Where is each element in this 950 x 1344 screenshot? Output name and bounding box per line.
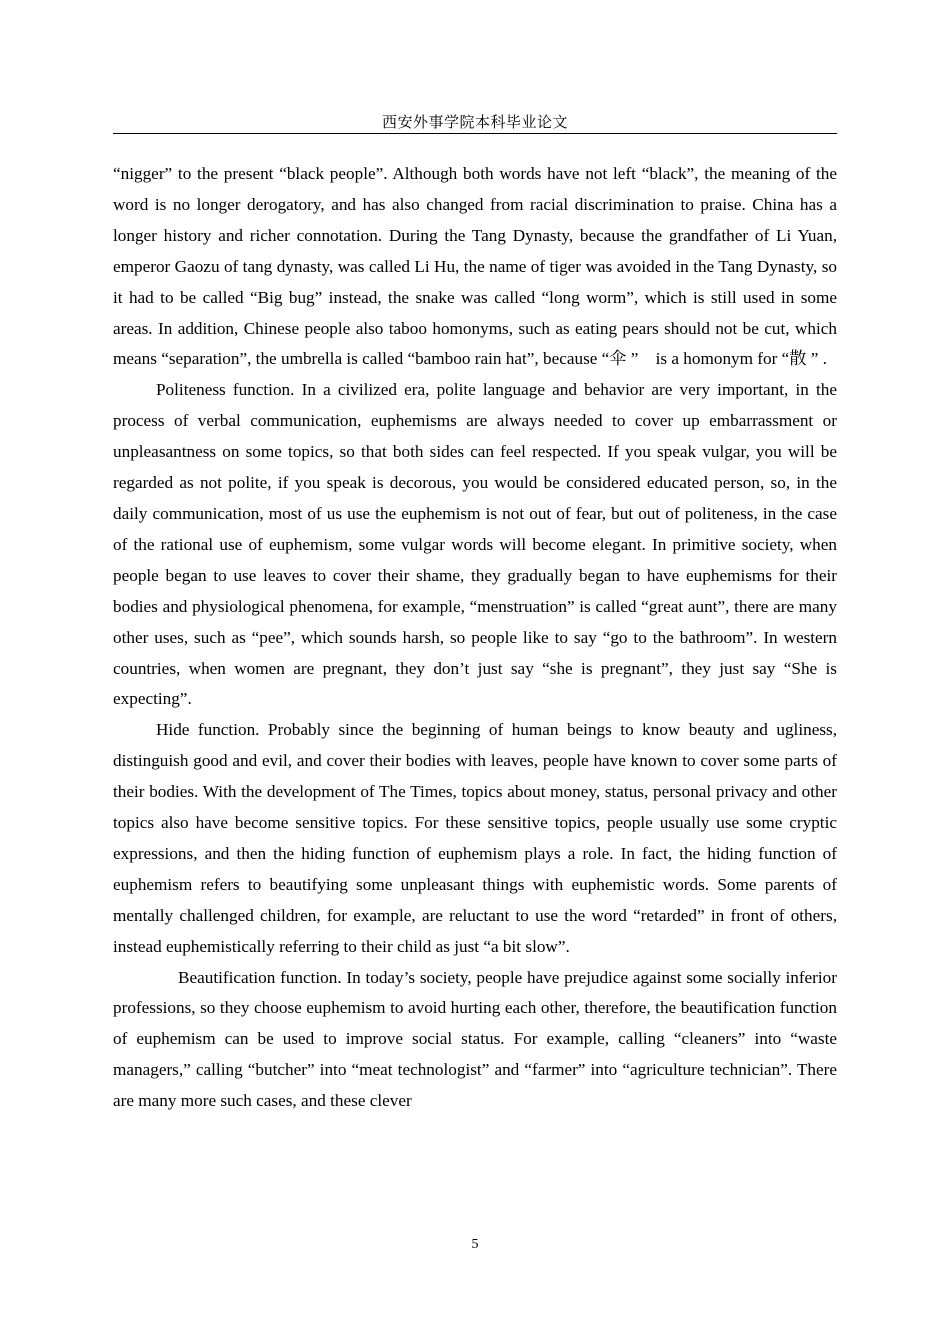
body-text <box>113 159 837 1117</box>
paragraph-hide-function: Hide function. Probably since the beginning of human beings to know beauty and ugliness, distinguish good and evil, and cover their bodies with leaves, people have known to cover some parts of their bodies. With the development of The Times, topics about money, status, personal privacy and other topics also have become sensitive topics. For these sensitive topics, people usually use some cryptic expressions, and then the hiding function of euphemism plays a role. In fact, the hiding function of euphemism refers to beautifying some unpleasant things with euphemistic words. Some parents of mentally challenged children, for example, are reluctant to use the word “retarded” in front of others, instead euphemistically referring to their child as just “a bit slow”. <box>113 720 837 956</box>
page-number: 5 <box>471 1237 479 1252</box>
paragraph-beautification-function: Beautification function. In today’s society, people have prejudice against some socially inferior professions, so they choose euphemism to avoid hurting each other, therefore, the beautification function of euphemism can be used to improve social status. For example, calling “cleaners” into “waste managers,” calling “butcher” into “meat technologist” and “farmer” into “agriculture technician”. There are many more such cases, and these clever <box>113 967 837 1111</box>
page-header-title: 西安外事学院本科毕业论文 <box>381 115 568 131</box>
paragraph-continuation: “nigger” to the present “black people”. Although both words have not left “black”, the meaning of the word is no longer derogatory, and has also changed from racial discrimination to praise. China has a longer history and richer connotation. During the Tang Dynasty, because the grandfather of Li Yuan, emperor Gaozu of tang dynasty, was called Li Hu, the name of tiger was avoided in the Tang Dynasty, so it had to be called “Big bug” instead, the snake was called “long worm”, which is still used in some areas. In addition, Chinese people also taboo homonyms, such as eating pears should not be cut, which means “separation”, the umbrella is called “bamboo rain hat”, because “伞 ” is a homonym for “散 ” . <box>113 164 837 369</box>
paragraph-politeness-function: Politeness function. In a civilized era, polite language and behavior are very important, in the process of verbal communication, euphemisms are always needed to cover up embarrassment or unpleasantness on some topics, so that both sides can feel respected. If you speak vulgar, you will be regarded as not polite, if you speak is decorous, you would be considered educated person, so, in the daily communication, most of us use the euphemism is not out of fear, but out of politeness, in the case of the rational use of euphemism, some vulgar words will become elegant. In primitive society, when people began to use leaves to cover their shame, they gradually began to have euphemisms for their bodies and physiological phenomena, for example, “menstruation” is called “great aunt”, there are many other uses, such as “pee”, which sounds harsh, so people like to say “go to the bathroom”. In western countries, when women are pregnant, they don’t just say “she is pregnant”, they just say “She is expecting”. <box>113 380 837 709</box>
header-divider <box>113 133 837 134</box>
